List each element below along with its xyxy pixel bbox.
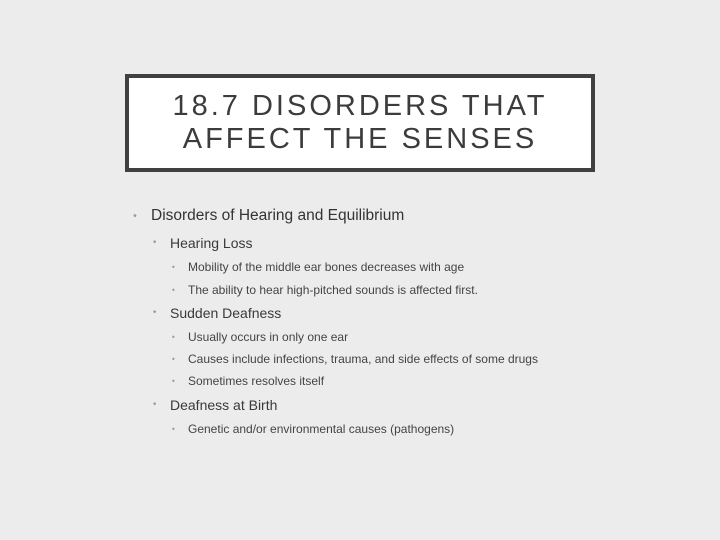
bullet-level3-item	[171, 260, 464, 274]
bullet-dot-icon: •	[132, 210, 138, 222]
bullet-text: Sometimes resolves itself	[188, 374, 325, 388]
bullet-level3-item	[171, 374, 324, 388]
bullet-level3-item	[171, 283, 478, 297]
slide-title-line-1: 18.7 DISORDERS THAT	[172, 90, 548, 122]
bullet-dot-icon: •	[152, 308, 158, 318]
bullet-level1-disorders-hearing	[132, 207, 404, 225]
bullet-text: Mobility of the middle ear bones decreases with age	[188, 260, 465, 274]
bullet-text: Causes include infections, trauma, and side effects of some drugs	[188, 352, 538, 366]
bullet-level3-item	[171, 330, 348, 344]
bullet-level3-item	[171, 422, 454, 436]
bullet-text: The ability to hear high-pitched sounds is affected first.	[188, 283, 478, 297]
bullet-level3-item	[171, 352, 538, 366]
bullet-dot-icon: •	[171, 376, 176, 386]
bullet-text: Sudden Deafness	[170, 305, 282, 321]
bullet-level2-deafness-at-birth	[152, 397, 277, 413]
bullet-dot-icon: •	[171, 354, 176, 364]
bullet-text: Genetic and/or environmental causes (pathogens)	[188, 422, 455, 436]
bullet-text: Deafness at Birth	[170, 397, 278, 413]
bullet-dot-icon: •	[152, 400, 158, 410]
bullet-level2-sudden-deafness	[152, 305, 281, 321]
bullet-text: Disorders of Hearing and Equilibrium	[151, 207, 405, 224]
bullet-text: Usually occurs in only one ear	[188, 330, 349, 344]
slide-title-line-2: AFFECT THE SENSES	[182, 123, 538, 155]
bullet-dot-icon: •	[171, 424, 176, 434]
bullet-text: Hearing Loss	[170, 235, 253, 251]
bullet-dot-icon: •	[171, 262, 176, 272]
bullet-dot-icon: •	[171, 332, 176, 342]
bullet-dot-icon: •	[152, 238, 158, 248]
bullet-dot-icon: •	[171, 285, 176, 295]
bullet-level2-hearing-loss	[152, 235, 253, 251]
